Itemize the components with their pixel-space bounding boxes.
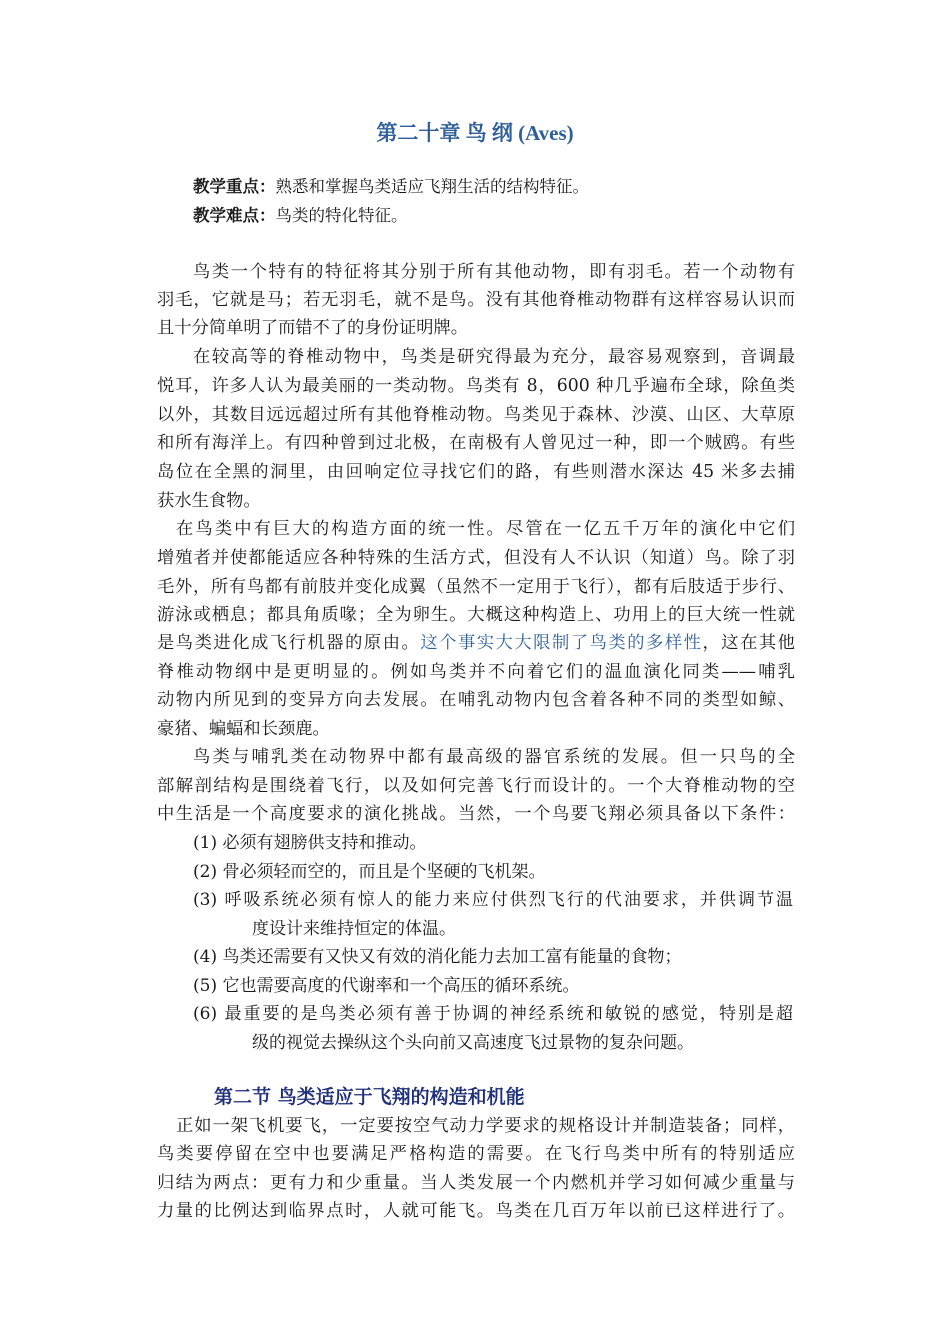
- paragraph-line: 在鸟类中有巨大的构造方面的统一性。尽管在一亿五千万年的演化中它们: [176, 519, 795, 539]
- condition-item: (3) 呼吸系统必须有惊人的能力来应付供烈飞行的代油要求，并供调节温: [193, 890, 793, 910]
- chapter-title: 第二十章 鸟 纲 (Aves): [376, 121, 574, 145]
- paragraph-line: 增殖者并使都能适应各种特殊的生活方式，但没有人不认识（知道）鸟。除了羽: [157, 548, 795, 568]
- difficult-points-text: 鸟类的特化特征。: [275, 206, 408, 225]
- paragraph-line: 获水生食物。: [157, 491, 261, 511]
- text-segment: ，这在其他: [702, 633, 795, 653]
- key-points-text: 熟悉和掌握鸟类适应飞翔生活的结构特征。: [275, 177, 589, 196]
- condition-item-continued: 度设计来维持恒定的体温。: [252, 919, 456, 939]
- paragraph-line: 脊椎动物纲中是更明显的。例如鸟类并不向着它们的温血演化同类——哺乳: [157, 662, 795, 682]
- difficult-points-label: 教学难点：: [193, 206, 276, 225]
- condition-item: (4) 鸟类还需要有又快又有效的消化能力去加工富有能量的食物；: [193, 947, 682, 967]
- paragraph-line: 毛外，所有鸟都有前肢并变化成翼（虽然不一定用于飞行），都有后肢适于步行、: [157, 577, 795, 597]
- condition-item: (5) 它也需要高度的代谢率和一个高压的循环系统。: [193, 976, 580, 996]
- paragraph-line: 鸟类要停留在空中也要满足严格构造的需要。在飞行鸟类中所有的特别适应: [157, 1144, 795, 1164]
- paragraph-line: 动物内所见到的变异方向去发展。在哺乳动物内包含着各种不同的类型如鲸、: [157, 690, 795, 710]
- paragraph-line: 悦耳，许多人认为最美丽的一类动物。鸟类有 8，600 种几乎遍布全球，除鱼类: [157, 376, 795, 396]
- section-heading: 第二节 鸟类适应于飞翔的构造和机能: [214, 1086, 525, 1108]
- paragraph-line: 岛位在全黑的洞里，由回响定位寻找它们的路，有些则潜水深达 45 米多去捕: [157, 462, 795, 482]
- condition-item: (1) 必须有翅膀供支持和推动。: [193, 833, 427, 853]
- paragraph-line: 中生活是一个高度要求的演化挑战。当然，一个鸟要飞翔必须具备以下条件：: [157, 804, 795, 824]
- paragraph-line: 游泳或栖息；都具角质喙；全为卵生。大概这种构造上、功用上的巨大统一性就: [157, 605, 795, 625]
- condition-item: (2) 骨必须轻而空的，而且是个坚硬的飞机架。: [193, 862, 546, 882]
- condition-item-continued: 级的视觉去操纵这个头向前又高速度飞过景物的复杂问题。: [252, 1033, 694, 1053]
- paragraph-line: 力量的比例达到临界点时，人就可能飞。鸟类在几百万年以前已这样进行了。: [157, 1201, 795, 1221]
- paragraph-line: 归结为两点：更有力和少重量。当人类发展一个内燃机并学习如何减少重量与: [157, 1173, 795, 1193]
- paragraph-line: 鸟类一个特有的特征将其分别于所有其他动物，即有羽毛。若一个动物有: [193, 262, 795, 282]
- text-segment: 是鸟类进化成飞行机器的原由。: [157, 633, 421, 653]
- paragraph-line: 在较高等的脊椎动物中，鸟类是研究得最为充分，最容易观察到，音调最: [193, 347, 795, 367]
- paragraph-line: 羽毛，它就是马；若无羽毛，就不是鸟。没有其他脊椎动物群有这样容易认识而: [157, 290, 795, 310]
- paragraph-line: [157, 632, 795, 654]
- paragraph-line: 正如一架飞机要飞，一定要按空气动力学要求的规格设计并制造装备；同样，: [176, 1116, 795, 1136]
- paragraph-line: 部解剖结构是围绕着飞行，以及如何完善飞行而设计的。一个大脊椎动物的空: [157, 776, 795, 796]
- highlighted-text: 这个事实大大限制了鸟类的多样性: [420, 633, 703, 653]
- paragraph-line: 豪猪、蝙蝠和长颈鹿。: [157, 719, 330, 739]
- paragraph-line: 和所有海洋上。有四种曾到过北极，在南极有人曾见过一种，即一个贼鸥。有些: [157, 433, 795, 453]
- key-points-line: [193, 176, 589, 198]
- paragraph-line: 以外，其数目远远超过所有其他脊椎动物。鸟类见于森林、沙漠、山区、大草原: [157, 405, 795, 425]
- paragraph-line: 且十分简单明了而错不了的身份证明牌。: [157, 318, 469, 338]
- condition-item: (6) 最重要的是鸟类必须有善于协调的神经系统和敏锐的感觉，特别是超: [193, 1004, 793, 1024]
- difficult-points-line: [193, 205, 408, 227]
- paragraph-line: 鸟类与哺乳类在动物界中都有最高级的器官系统的发展。但一只鸟的全: [193, 747, 795, 767]
- key-points-label: 教学重点：: [193, 177, 276, 196]
